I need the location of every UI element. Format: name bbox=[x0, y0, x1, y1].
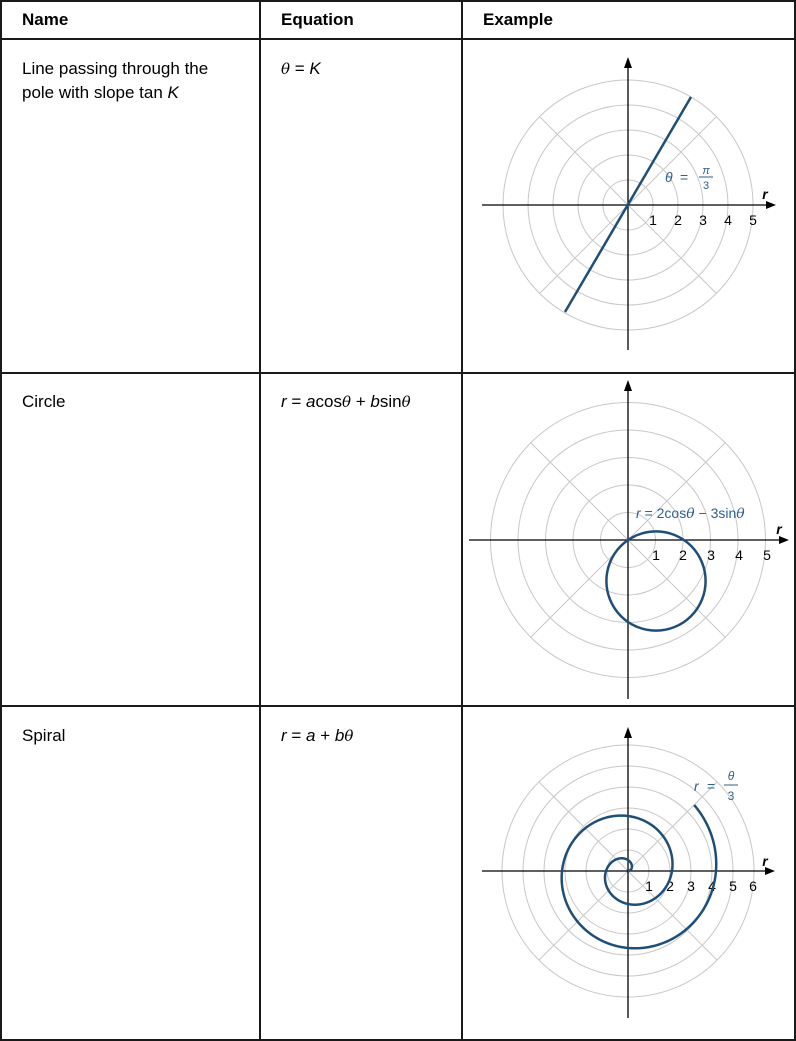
row-1-name-text: pole with slope tan bbox=[22, 83, 168, 102]
axis-label-r: r bbox=[762, 853, 768, 869]
svg-text:2: 2 bbox=[666, 878, 674, 894]
eq-sin: sin bbox=[379, 392, 402, 411]
eq-r: r bbox=[281, 726, 287, 745]
header-name: Name bbox=[22, 10, 69, 29]
eq-theta: θ bbox=[344, 727, 354, 745]
eq-a: a bbox=[306, 726, 316, 745]
svg-text:1: 1 bbox=[645, 878, 653, 894]
header-example: Example bbox=[483, 10, 553, 29]
svg-text:r = 2cosθ − 3sinθ: r = 2cosθ − 3sinθ bbox=[636, 505, 745, 522]
svg-text:3: 3 bbox=[727, 789, 735, 803]
row-1-name-var: K bbox=[167, 83, 179, 102]
curve-spiral bbox=[562, 805, 717, 948]
svg-text:2: 2 bbox=[679, 547, 687, 563]
svg-text:π: π bbox=[702, 165, 710, 177]
eq-r: r bbox=[281, 392, 287, 411]
eq-plus: + bbox=[351, 392, 371, 411]
axis-label-r: r bbox=[762, 186, 768, 202]
eq-theta: θ bbox=[281, 60, 291, 78]
row-1-name-line1: Line passing through the bbox=[22, 59, 209, 78]
svg-text:r: r bbox=[694, 778, 699, 794]
eq-k: K bbox=[309, 59, 321, 78]
svg-text:4: 4 bbox=[735, 547, 743, 563]
arrow-up-icon bbox=[624, 727, 632, 738]
svg-text:1: 1 bbox=[652, 547, 660, 563]
eq-op: = bbox=[290, 59, 310, 78]
header-equation: Equation bbox=[281, 10, 354, 29]
axis-label-r: r bbox=[776, 521, 782, 537]
svg-text:3: 3 bbox=[699, 212, 707, 228]
svg-text:3: 3 bbox=[707, 547, 715, 563]
row-3-name: Spiral bbox=[22, 726, 66, 745]
svg-text:4: 4 bbox=[708, 878, 716, 894]
svg-text:θ: θ bbox=[665, 169, 673, 185]
eq-theta: θ bbox=[401, 393, 411, 411]
svg-text:3: 3 bbox=[687, 878, 695, 894]
eq-b: b bbox=[334, 726, 345, 745]
svg-text:5: 5 bbox=[729, 878, 737, 894]
eq-plus: + bbox=[315, 726, 335, 745]
svg-text:θ: θ bbox=[727, 769, 735, 783]
svg-text:6: 6 bbox=[749, 878, 757, 894]
svg-text:4: 4 bbox=[724, 212, 732, 228]
svg-text:2: 2 bbox=[674, 212, 682, 228]
eq-a: a bbox=[306, 392, 316, 411]
svg-text:5: 5 bbox=[749, 212, 757, 228]
eq-op: = bbox=[286, 392, 307, 411]
eq-op: = bbox=[286, 726, 307, 745]
eq-cos: cos bbox=[315, 392, 342, 411]
eq-theta: θ bbox=[341, 393, 352, 411]
svg-text:=: = bbox=[680, 169, 689, 185]
row-2-name: Circle bbox=[22, 392, 66, 411]
svg-text:3: 3 bbox=[702, 180, 710, 192]
svg-text:1: 1 bbox=[649, 212, 657, 228]
svg-text:=: = bbox=[707, 778, 716, 794]
eq-b: b bbox=[370, 392, 380, 411]
svg-text:5: 5 bbox=[763, 547, 771, 563]
